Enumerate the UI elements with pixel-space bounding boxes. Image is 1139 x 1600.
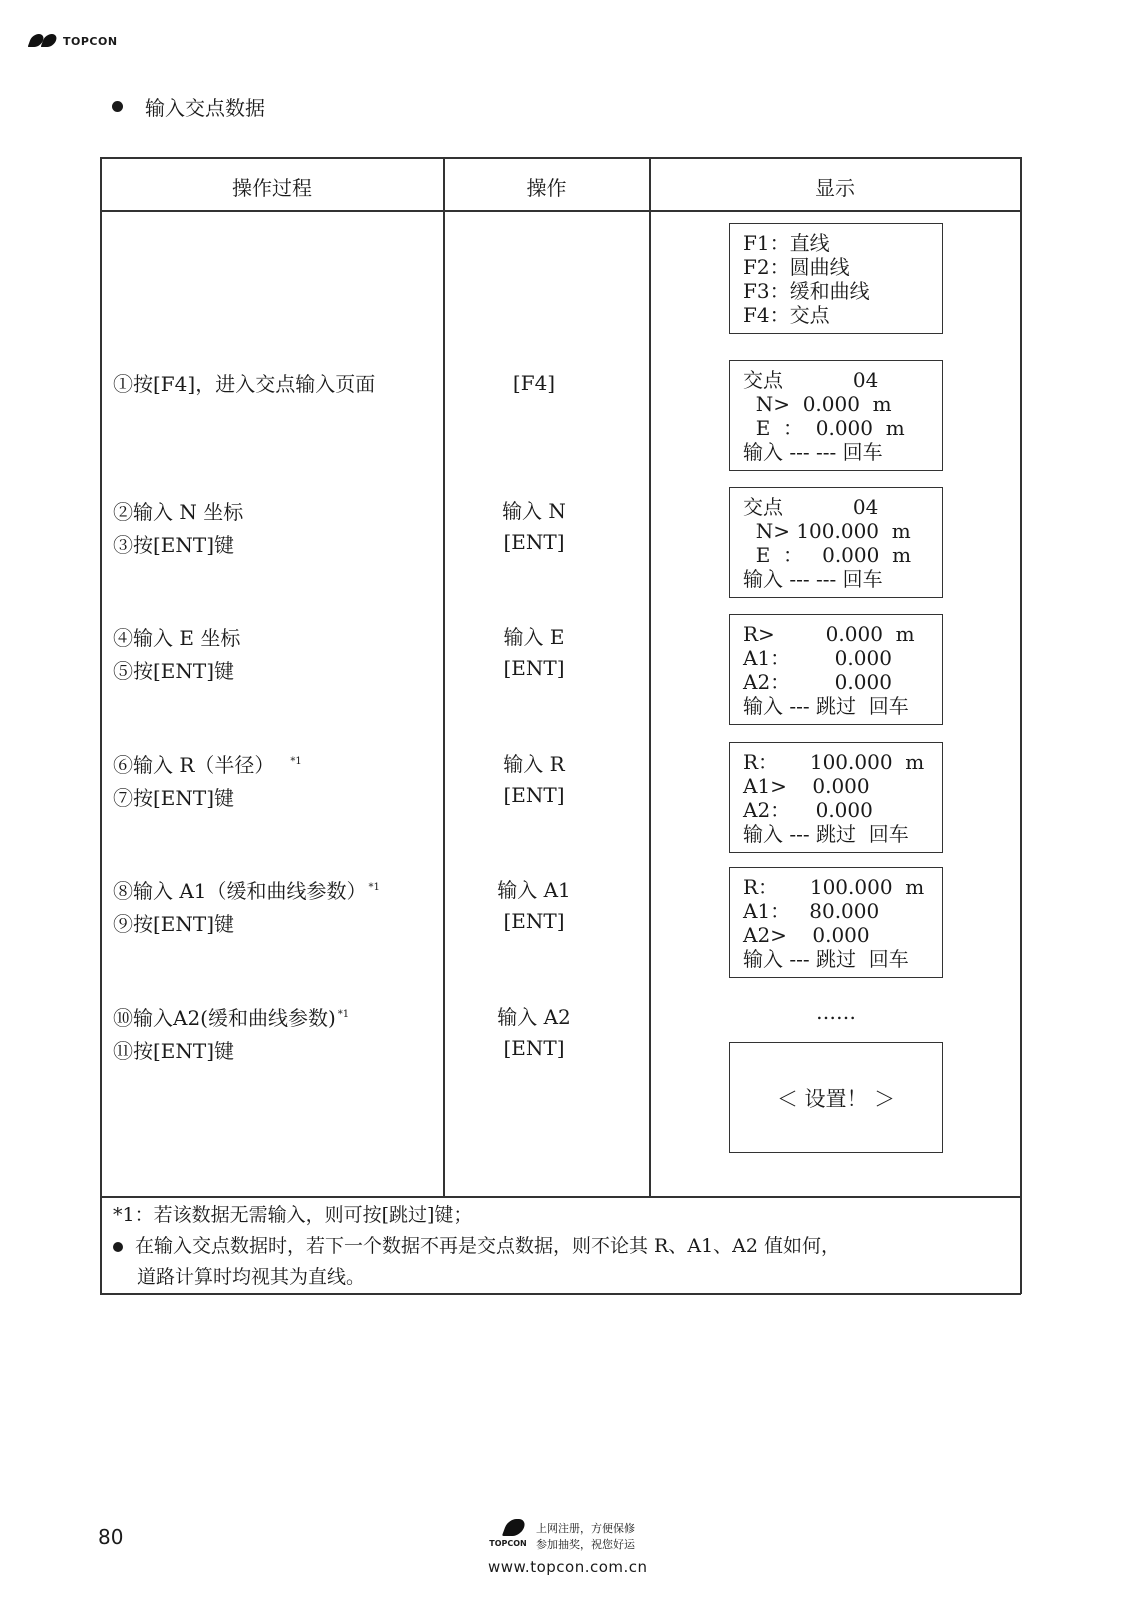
operation-3 bbox=[434, 622, 634, 684]
step-4 bbox=[113, 749, 302, 815]
footer-brand bbox=[488, 1517, 635, 1553]
lcd-line: R： 100.000 m bbox=[743, 875, 925, 899]
lcd-line: 输入 --- --- 回车 bbox=[743, 440, 883, 464]
lcd-line: A2： 0.000 bbox=[743, 798, 873, 822]
step-6 bbox=[113, 1002, 349, 1068]
lcd-line: A2： 0.000 bbox=[743, 670, 892, 694]
table-border-bottom bbox=[100, 1293, 1021, 1295]
table-border-left bbox=[100, 157, 102, 1294]
footnote-text: *1：若该数据无需输入，则可按[跳过]键； bbox=[113, 1204, 473, 1226]
lcd-line: 交点 04 bbox=[743, 495, 879, 519]
lcd-line: F3：缓和曲线 bbox=[743, 279, 870, 303]
footnote-marker: *1 bbox=[290, 756, 302, 767]
operation-2 bbox=[434, 496, 634, 558]
section-title-text: 输入交点数据 bbox=[145, 96, 265, 120]
lcd-line: A1> 0.000 bbox=[743, 774, 870, 798]
step-line: ④输入 E 坐标 bbox=[113, 626, 241, 650]
page-number: 80 bbox=[98, 1525, 124, 1549]
section-title bbox=[112, 92, 265, 121]
table-border-right bbox=[1020, 157, 1022, 1294]
step-line: ⑦按[ENT]键 bbox=[113, 786, 235, 810]
header-procedure: 操作过程 bbox=[232, 176, 312, 200]
lcd-line: N> 100.000 m bbox=[743, 519, 911, 543]
logo-text: TOPCON bbox=[63, 34, 118, 48]
note-bullet-line bbox=[113, 1231, 840, 1262]
step-line: ⑥输入 R（半径） bbox=[113, 753, 275, 777]
lcd-display-1 bbox=[729, 223, 943, 334]
topcon-logo bbox=[30, 33, 118, 49]
table-col-divider-2 bbox=[649, 157, 651, 1197]
step-line: ⑩输入A2(缓和曲线参数) bbox=[113, 1006, 336, 1030]
footer-logo bbox=[488, 1517, 528, 1548]
header-operation: 操作 bbox=[526, 176, 567, 200]
lcd-line: 输入 --- 跳过 回车 bbox=[743, 694, 909, 718]
operation-key: 输入 N bbox=[502, 499, 566, 523]
lcd-line: A1： 0.000 bbox=[743, 646, 892, 670]
operation-5 bbox=[434, 875, 634, 937]
slogan-line-2: 参加抽奖，祝您好运 bbox=[536, 1538, 635, 1551]
step-line: ①按[F4]，进入交点输入页面 bbox=[113, 372, 376, 396]
lcd-line: E ： 0.000 m bbox=[743, 416, 905, 440]
step-2 bbox=[113, 496, 243, 562]
bullet-icon bbox=[112, 101, 123, 112]
table-notes-divider bbox=[100, 1196, 1021, 1198]
lcd-line: F1：直线 bbox=[743, 231, 830, 255]
lcd-display-6 bbox=[729, 867, 943, 978]
lcd-display-5 bbox=[729, 742, 943, 853]
step-line: ⑪按[ENT]键 bbox=[113, 1039, 235, 1063]
lcd-line: R： 100.000 m bbox=[743, 750, 925, 774]
step-1 bbox=[113, 368, 375, 401]
step-line: ⑨按[ENT]键 bbox=[113, 912, 235, 936]
operation-key: 输入 A1 bbox=[497, 878, 571, 902]
lcd-line: A1： 80.000 bbox=[743, 899, 880, 923]
lcd-line: F2：圆曲线 bbox=[743, 255, 850, 279]
topcon-logo-icon bbox=[30, 33, 60, 49]
footer-url: www.topcon.com.cn bbox=[488, 1558, 648, 1576]
operation-key: [ENT] bbox=[503, 1036, 565, 1060]
operation-key: 输入 E bbox=[503, 625, 565, 649]
lcd-line: 交点 04 bbox=[743, 368, 879, 392]
lcd-display-2 bbox=[729, 360, 943, 471]
step-line: ⑧输入 A1（缓和曲线参数） bbox=[113, 879, 367, 903]
footer-logo-text: TOPCON bbox=[489, 1539, 527, 1548]
footer-slogan bbox=[536, 1521, 635, 1553]
slogan-line-1: 上网注册，方便保修 bbox=[536, 1522, 635, 1535]
lcd-line: 输入 --- 跳过 回车 bbox=[743, 822, 909, 846]
lcd-line: 输入 --- 跳过 回车 bbox=[743, 947, 909, 971]
lcd-display-3 bbox=[729, 487, 943, 598]
table-border-top bbox=[100, 157, 1021, 159]
operation-4 bbox=[434, 749, 634, 811]
table-header-divider bbox=[100, 210, 1021, 212]
lcd-display-final bbox=[729, 1042, 943, 1153]
step-3 bbox=[113, 622, 240, 688]
operation-key: [ENT] bbox=[503, 783, 565, 807]
operation-key: [F4] bbox=[512, 371, 556, 395]
step-line: ②输入 N 坐标 bbox=[113, 500, 244, 524]
note-line-2: 道路计算时均视其为直线。 bbox=[137, 1266, 366, 1288]
operation-key: [ENT] bbox=[503, 909, 565, 933]
lcd-line: F4：交点 bbox=[743, 303, 830, 327]
footnote-marker: *1 bbox=[368, 882, 380, 893]
operation-key: [ENT] bbox=[503, 530, 565, 554]
operation-key: [ENT] bbox=[503, 656, 565, 680]
lcd-line: A2> 0.000 bbox=[743, 923, 870, 947]
step-line: ⑤按[ENT]键 bbox=[113, 659, 235, 683]
final-display-text: ＜ 设置！ ＞ bbox=[776, 1086, 896, 1111]
bullet-icon bbox=[113, 1242, 123, 1252]
lcd-display-4 bbox=[729, 614, 943, 725]
operation-key: 输入 R bbox=[503, 752, 565, 776]
operation-1 bbox=[434, 368, 634, 399]
lcd-line: N> 0.000 m bbox=[743, 392, 892, 416]
topcon-logo-icon bbox=[488, 1517, 526, 1537]
note-line-1: 在输入交点数据时，若下一个数据不再是交点数据，则不论其 R、A1、A2 值如何， bbox=[135, 1235, 841, 1257]
lcd-line: E ： 0.000 m bbox=[743, 543, 912, 567]
display-ellipsis: …… bbox=[816, 1000, 856, 1024]
operation-6 bbox=[434, 1002, 634, 1064]
lcd-line: 输入 --- --- 回车 bbox=[743, 567, 883, 591]
lcd-line: R> 0.000 m bbox=[743, 622, 915, 646]
header-display: 显示 bbox=[815, 176, 855, 200]
step-line: ③按[ENT]键 bbox=[113, 533, 235, 557]
operation-key: 输入 A2 bbox=[497, 1005, 571, 1029]
footnote-marker: *1 bbox=[337, 1009, 350, 1020]
step-5 bbox=[113, 875, 380, 941]
